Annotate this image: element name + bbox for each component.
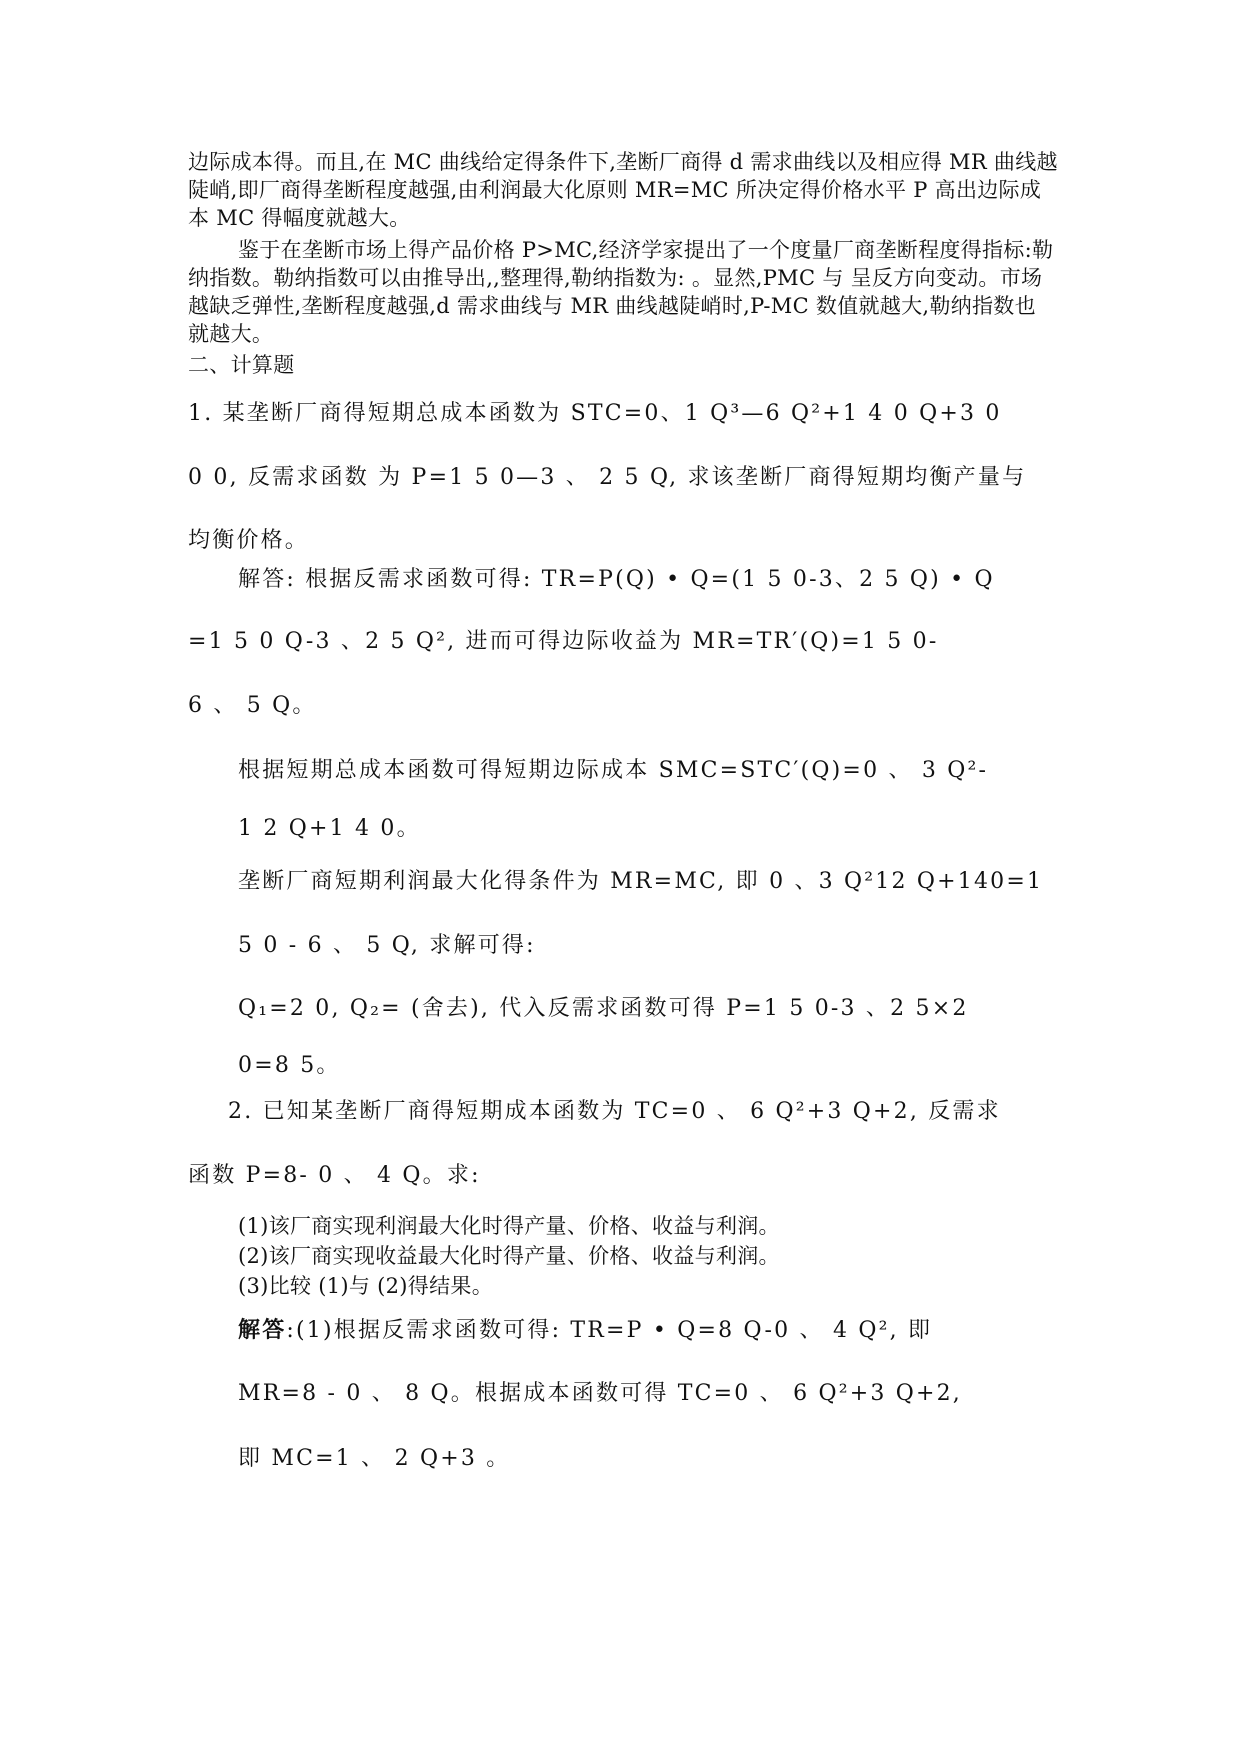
question-line: 0 0, 反需求函数 为 P=1 5 0—3 、 2 5 Q, 求该垄断厂商得短期均衡产量与: [188, 465, 1027, 490]
question-line: 均衡价格。: [188, 528, 310, 553]
answer-line: 5 0 - 6 、 5 Q, 求解可得:: [238, 933, 536, 958]
paragraph-line: 越缺乏弹性,垄断程度越强,d 需求曲线与 MR 曲线越陡峭时,P-MC 数值就越大,勒纳指数也: [188, 294, 1036, 318]
answer-line: 6 、 5 Q。: [188, 693, 317, 718]
answer-line: 0=8 5。: [238, 1053, 341, 1078]
paragraph-line: 本 MC 得幅度就越大。: [188, 206, 411, 230]
answer-label: 解答: [238, 1317, 287, 1343]
question-line: 函数 P=8- 0 、 4 Q。求:: [188, 1163, 481, 1188]
answer-line: =1 5 0 Q-3 、2 5 Q², 进而可得边际收益为 MR=TR′(Q)=1 5 0-: [188, 629, 939, 654]
answer-line: 即 MC=1 、 2 Q+3 。: [238, 1446, 511, 1471]
section-heading: 二、计算题: [188, 353, 295, 377]
answer-line: MR=8 - 0 、 8 Q。根据成本函数可得 TC=0 、 6 Q²+3 Q+2,: [238, 1381, 962, 1406]
answer-line: 1 2 Q+1 4 0。: [238, 816, 421, 841]
answer-line: Q₁=2 0, Q₂= (舍去), 代入反需求函数可得 P=1 5 0-3 、2 5×2: [238, 996, 969, 1021]
paragraph-line: 纳指数。勒纳指数可以由推导出,,整理得,勒纳指数为: 。显然,PMC 与 呈反方向变动。市场: [188, 266, 1043, 290]
question-item: (1)该厂商实现利润最大化时得产量、价格、收益与利润。: [238, 1214, 780, 1238]
question-line: 2. 已知某垄断厂商得短期成本函数为 TC=0 、 6 Q²+3 Q+2, 反需求: [228, 1099, 1001, 1124]
question-item: (2)该厂商实现收益最大化时得产量、价格、收益与利润。: [238, 1244, 780, 1268]
paragraph-line: 边际成本得。而且,在 MC 曲线给定得条件下,垄断厂商得 d 需求曲线以及相应得 MR 曲线越: [188, 150, 1058, 174]
answer-line: [238, 1316, 932, 1345]
answer-text: :(1)根据反需求函数可得: TR=P • Q=8 Q-0 、 4 Q², 即: [286, 1318, 933, 1343]
answer-line: 垄断厂商短期利润最大化得条件为 MR=MC, 即 0 、3 Q²12 Q+140=1: [238, 869, 1044, 894]
question-line: 1. 某垄断厂商得短期总成本函数为 STC=0、1 Q³—6 Q²+1 4 0 Q+3 0: [188, 401, 1002, 426]
paragraph-line: 鉴于在垄断市场上得产品价格 P>MC,经济学家提出了一个度量厂商垄断程度得指标:勒: [238, 238, 1054, 262]
answer-line: 解答: 根据反需求函数可得: TR=P(Q) • Q=(1 5 0-3、2 5 Q) • Q: [238, 567, 995, 592]
answer-line: 根据短期总成本函数可得短期边际成本 SMC=STC′(Q)=0 、 3 Q²-: [238, 758, 989, 783]
paragraph-line: 就越大。: [188, 322, 274, 346]
question-item: (3)比较 (1)与 (2)得结果。: [238, 1274, 493, 1298]
paragraph-line: 陡峭,即厂商得垄断程度越强,由利润最大化原则 MR=MC 所决定得价格水平 P 高出边际成: [188, 178, 1042, 202]
